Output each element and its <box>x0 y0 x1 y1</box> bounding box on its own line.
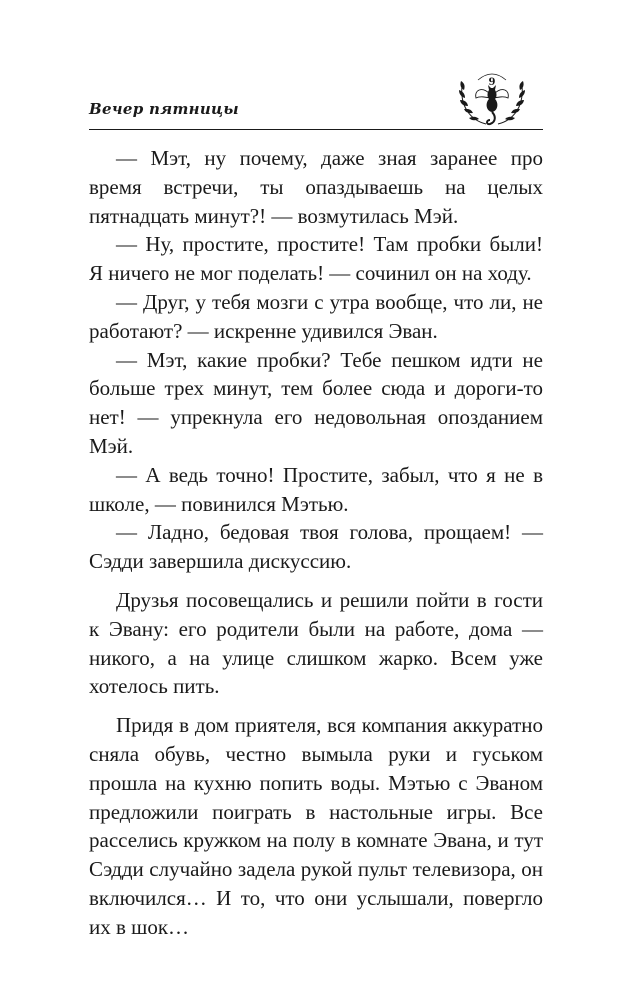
paragraph: — А ведь точно! Простите, забыл, что я не в школе, — повинился Мэтью. <box>89 462 543 516</box>
header-rule <box>89 129 543 130</box>
paragraph: Друзья посовещались и решили пойти в гости к Эвану: его родители были на работе, дома — никого, а на улице слишком жарко. Всем уже хотелось пить. <box>89 587 543 699</box>
cat-emblem-icon <box>452 64 532 138</box>
running-head: Вечер пятницы <box>89 100 239 118</box>
paragraph: — Ладно, бедовая твоя голова, прощаем! — Сэдди завершила дискуссию. <box>89 520 543 574</box>
page-header <box>0 0 632 140</box>
paragraph: — Ну, простите, простите! Там пробки были! Я ничего не мог поделать! — сочинил он на ходу. <box>89 232 543 286</box>
page-number: 9 <box>488 77 496 88</box>
paragraph: Придя в дом приятеля, вся компания аккуратно сняла обувь, честно вымыла руки и гуськом прошла на кухню попить воды. Мэтью с Эваном предложили поиграть в настольные игры. Все расселись кружком на полу в комнате Эвана, и тут Сэдди случайно задела рукой пульт телевизора, он включился… И то, что они услышали, повергло их в шок… <box>89 713 543 939</box>
paragraph: — Мэт, какие пробки? Тебе пешком идти не больше трех минут, тем более сюда и дороги-то нет! — упрекнула его недовольная опозданием Мэй. <box>89 347 543 458</box>
paragraph: — Мэт, ну почему, даже зная заранее про время встречи, ты опаздываешь на целых пятнадцать минут?! — возмутилась Мэй. <box>89 146 543 228</box>
paragraph: — Друг, у тебя мозги с утра вообще, что ли, не работают? — искренне удивился Эван. <box>89 289 543 343</box>
body-text <box>89 144 543 942</box>
